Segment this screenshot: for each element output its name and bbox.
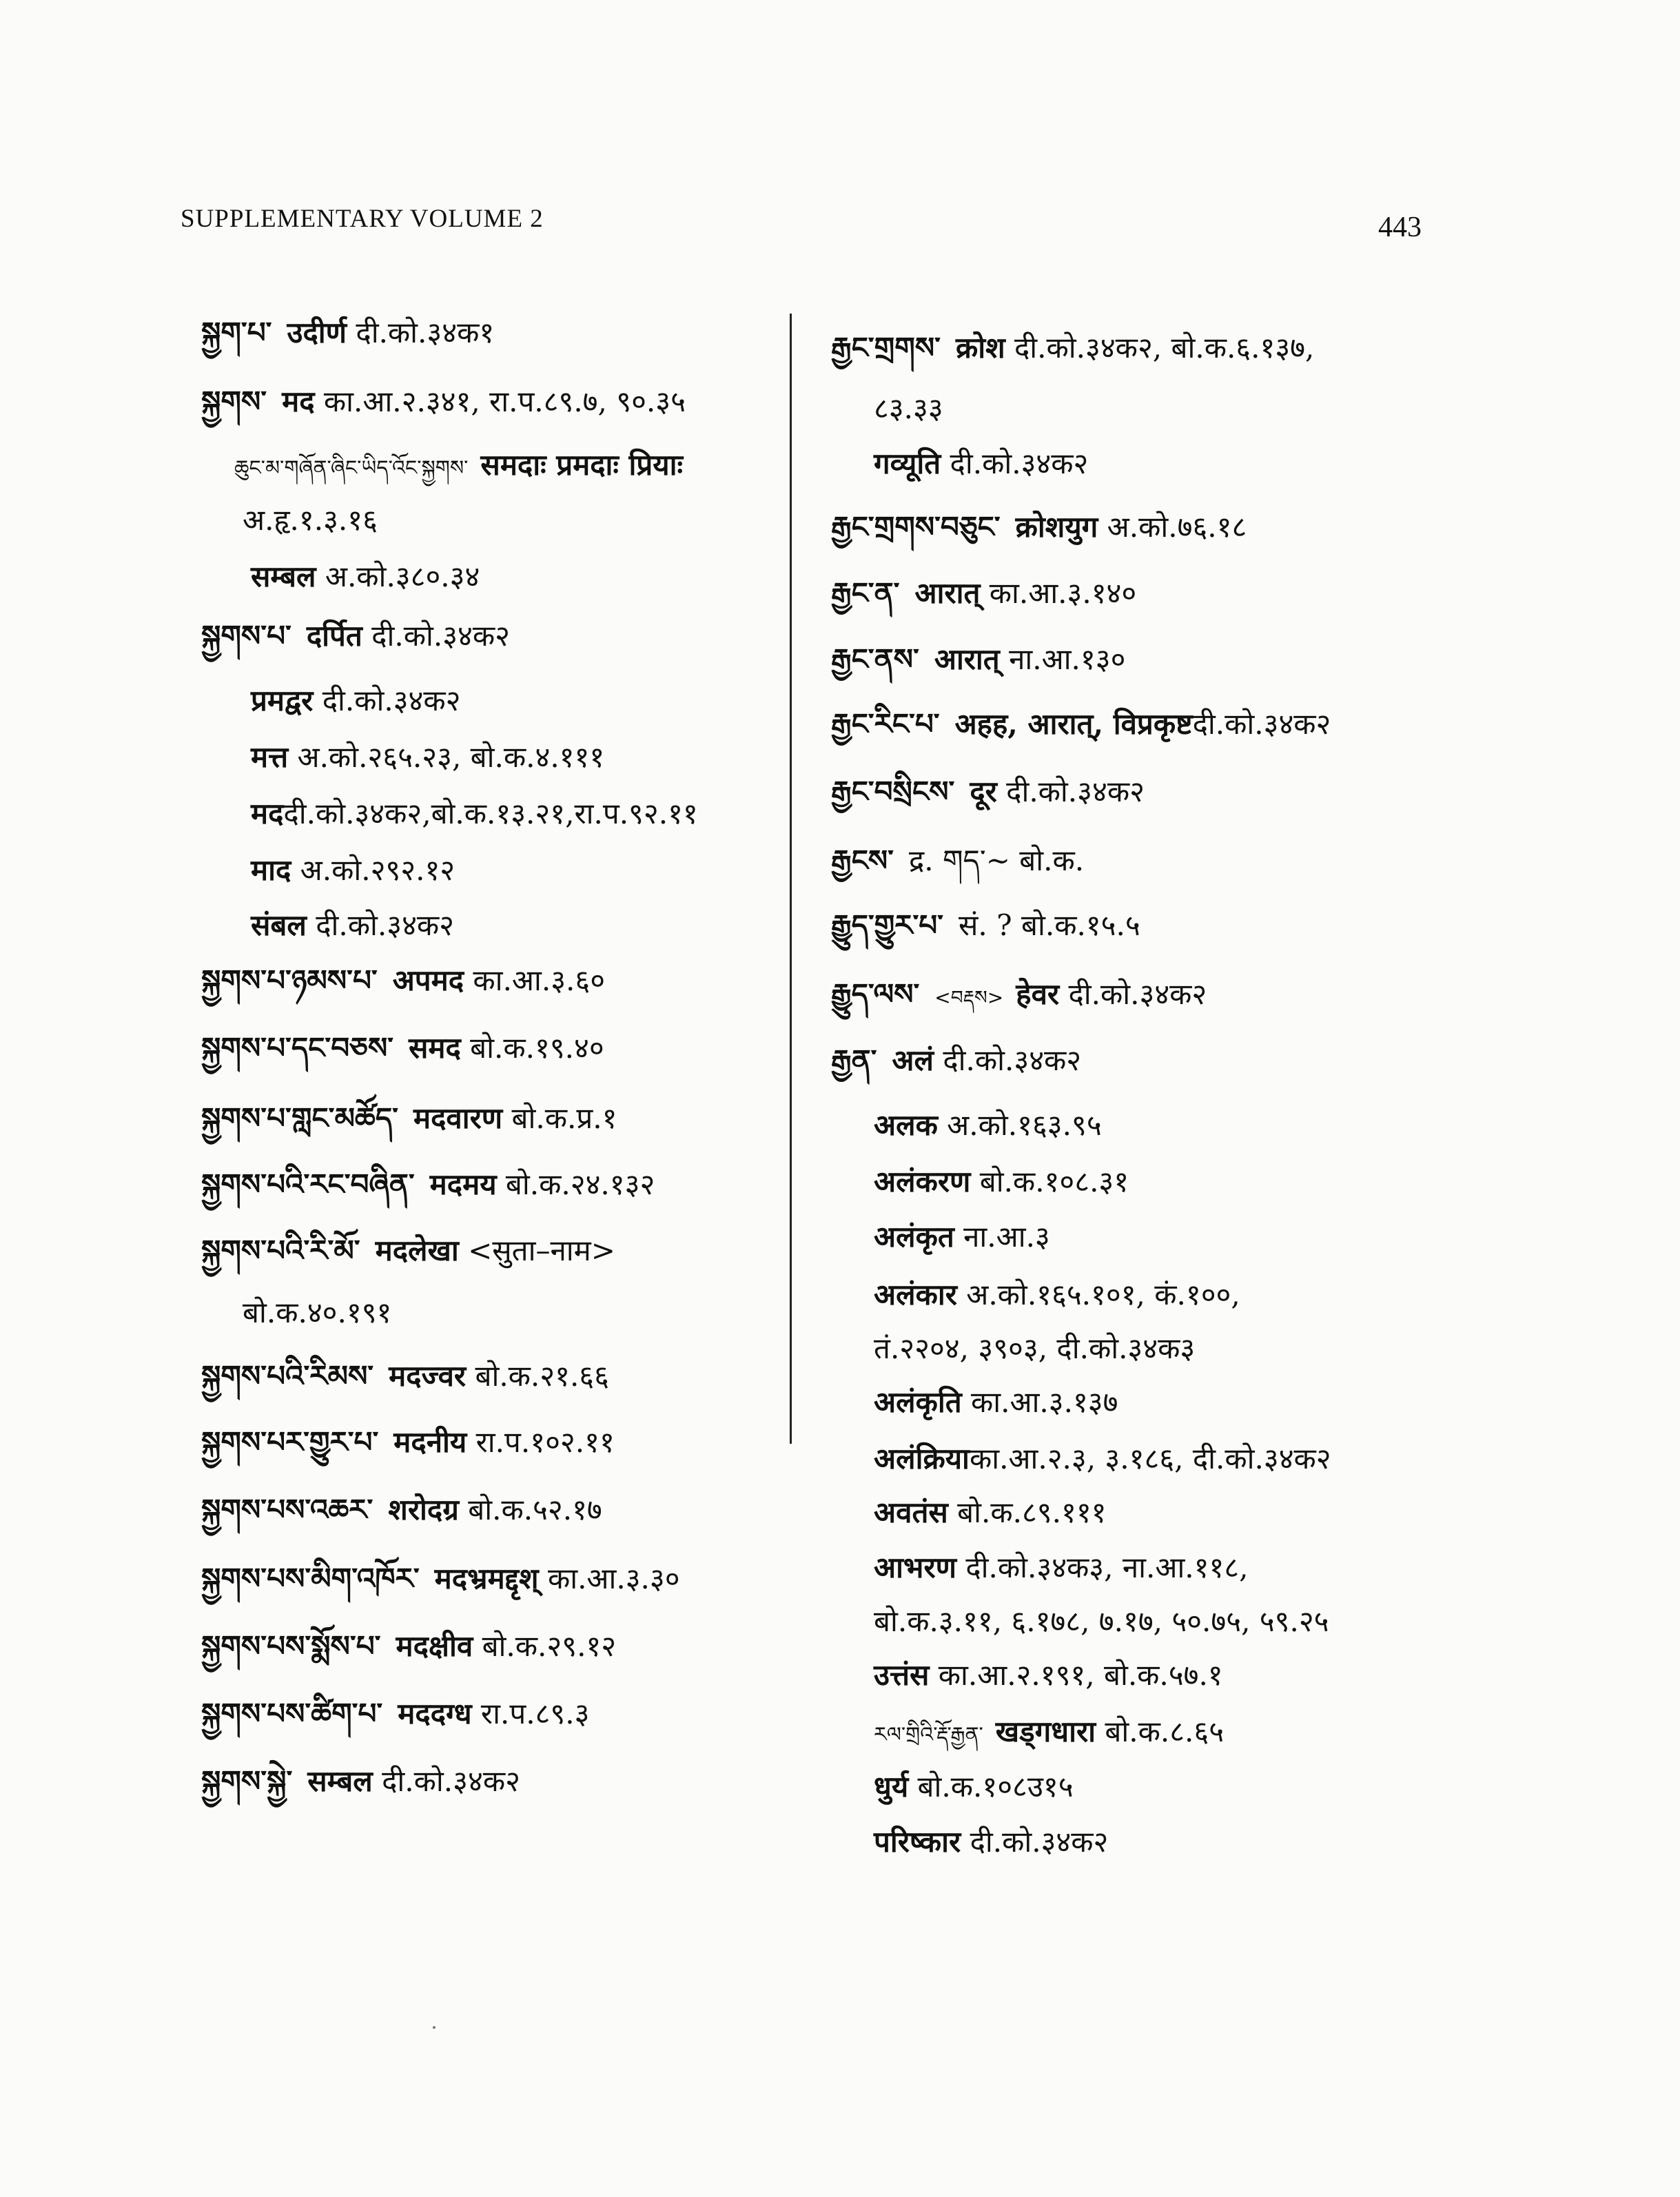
source-reference: का.आ.३.३० — [538, 1562, 680, 1595]
tibetan-headword: རྒྱང་གྲགས་བཅུང་ — [831, 510, 1001, 544]
right-entry-row — [874, 1770, 1074, 1804]
source-reference: दी.को.३४क२ — [961, 1825, 1109, 1859]
sanskrit-equivalent: अलक — [874, 1108, 938, 1142]
tibetan-headword: རལ་གྲིའི་རྡོ་རྒྱན་ — [874, 1723, 983, 1747]
right-entry-row — [831, 908, 1140, 943]
tibetan-headword: སྐྱགས་པས་སྨོས་པ་ — [201, 1629, 381, 1663]
context-note: <བརྡས> — [934, 986, 1004, 1009]
left-entry-row — [201, 1425, 615, 1460]
source-reference: का.आ.३.१४० — [980, 576, 1137, 610]
sanskrit-equivalent: आभरण — [874, 1551, 956, 1584]
right-entry-row — [831, 775, 1145, 809]
sanskrit-equivalent: क्रोशयुग — [1015, 510, 1098, 544]
sanskrit-equivalent: मदनीय — [393, 1425, 467, 1459]
right-entry-row — [874, 1278, 1240, 1312]
right-entry-row — [874, 1165, 1129, 1199]
sanskrit-equivalent: अलंकरण — [874, 1165, 971, 1198]
source-reference: बो.क.१०८.३१ — [970, 1165, 1129, 1198]
right-entry-row — [831, 576, 1136, 611]
left-entry-row — [201, 1697, 589, 1731]
tibetan-headword: སྐྱགས་ — [201, 385, 267, 418]
right-entry-row — [831, 331, 1314, 365]
source-reference: ८३.३३ — [874, 391, 943, 425]
left-entry-row — [243, 503, 378, 538]
source-reference: का.आ.३.६० — [464, 963, 606, 997]
source-reference: बो.क.४०.१९१ — [243, 1296, 392, 1329]
source-reference: अ.को.२९२.१२ — [291, 853, 455, 887]
running-header-title: SUPPLEMENTARY VOLUME 2 — [181, 205, 544, 233]
tibetan-headword: སྐྱགས་པ་ — [201, 619, 291, 653]
left-entry-row — [201, 1101, 617, 1136]
left-entry-row — [201, 1493, 602, 1527]
source-reference: तं.२२०४, ३९०३, दी.को.३४क३ — [874, 1331, 1196, 1365]
tibetan-headword: སྐྱགས་པ་གླང་མཚོད་ — [201, 1101, 398, 1135]
tibetan-headword: རྒྱང་བསྲིངས་ — [831, 775, 955, 808]
speck-mark — [433, 2026, 436, 2029]
source-reference: रा.प.८९.३ — [471, 1697, 590, 1730]
right-entry-row — [874, 1385, 1118, 1420]
sanskrit-equivalent: सम्बल — [251, 560, 316, 593]
right-entry-row — [874, 1715, 1224, 1749]
right-entry-row — [831, 1043, 1081, 1078]
sanskrit-equivalent: समदाः प्रमदाः प्रियाः — [480, 448, 684, 482]
source-reference: का.आ.२.१९१, बो.क.५७.१ — [929, 1658, 1223, 1692]
tibetan-headword: སྐྱགས་སྐྱེ་ — [201, 1764, 293, 1798]
left-entry-row — [201, 1764, 520, 1799]
source-reference: अ.को.१६५.१०१, कं.१००, — [956, 1278, 1240, 1311]
left-entry-row — [251, 797, 698, 831]
left-entry-row — [251, 740, 604, 775]
left-entry-row — [243, 1296, 391, 1330]
source-reference: दी.को.३४क३, ना.आ.११८, — [956, 1551, 1249, 1584]
sanskrit-equivalent: समद — [409, 1031, 461, 1065]
right-entry-row — [831, 707, 1331, 742]
source-reference: अ.हृ.१.३.१६ — [243, 503, 378, 537]
source-reference: बो.क.२९.१२ — [473, 1629, 617, 1663]
left-entry-row — [201, 1234, 615, 1268]
source-reference: बो.क.८.६५ — [1096, 1715, 1225, 1748]
right-entry-row — [874, 391, 943, 426]
tibetan-headword: རྒྱངས་ — [831, 844, 894, 877]
left-entry-row — [201, 1629, 616, 1664]
left-entry-row — [251, 684, 461, 718]
tibetan-headword: སྐྱགས་པ་དང་བཅས་ — [201, 1031, 394, 1065]
source-reference: दी.को.३४क२ — [996, 775, 1145, 808]
source-reference: दी.को.३४क२ — [933, 1043, 1082, 1077]
left-entry-row — [201, 619, 510, 653]
right-entry-row — [874, 1220, 1050, 1254]
source-reference: <सुता–नाम> — [458, 1234, 615, 1267]
column-divider — [790, 314, 792, 1444]
sanskrit-equivalent: अलंकार — [874, 1278, 957, 1311]
source-reference: दी.को.३४क२, बो.क.६.१३७, — [1005, 331, 1315, 365]
sanskrit-equivalent: क्रोश — [955, 331, 1005, 365]
source-reference: बो.क.२१.६६ — [466, 1359, 609, 1393]
sanskrit-equivalent: उत्तंस — [874, 1658, 930, 1692]
source-reference: सं. ? बो.क.१५.५ — [959, 908, 1140, 942]
tibetan-headword: རྒྱང་གྲགས་ — [831, 331, 941, 365]
right-entry-row — [874, 1825, 1108, 1859]
tibetan-headword: སྐྱགས་པའི་རང་བཞིན་ — [201, 1167, 415, 1201]
sanskrit-equivalent: मद — [251, 797, 284, 830]
source-reference: अ.को.१६३.९५ — [937, 1108, 1102, 1142]
tibetan-headword: རྒྱན་ — [831, 1043, 877, 1077]
page-number: 443 — [1378, 212, 1422, 243]
source-reference: बो.क.प्र.१ — [502, 1101, 617, 1135]
sanskrit-equivalent: मदमय — [429, 1167, 497, 1201]
sanskrit-equivalent: उदीर्ण — [287, 316, 347, 349]
source-reference: बो.क.१९.४० — [460, 1031, 604, 1065]
sanskrit-equivalent: माद — [251, 853, 291, 887]
left-entry-row — [201, 385, 686, 419]
source-reference: का.आ.२.३, ३.१८६, दी.को.३४क२ — [969, 1442, 1331, 1475]
sanskrit-equivalent: सम्बल — [307, 1764, 373, 1798]
right-entry-row — [831, 510, 1247, 544]
sanskrit-equivalent: अलंकृत — [874, 1220, 954, 1254]
source-reference: दी.को.३४क२ — [362, 619, 510, 653]
sanskrit-equivalent: शरोदग्र — [388, 1493, 459, 1526]
sanskrit-equivalent: अपमद — [392, 963, 464, 997]
source-reference: का.आ.३.१३७ — [961, 1385, 1118, 1419]
sanskrit-equivalent: मदवारण — [413, 1101, 503, 1135]
source-reference: का.आ.२.३४१, रा.प.८९.७, ९०.३५ — [314, 385, 686, 418]
source-reference: अ.को.२६५.२३, बो.क.४.१११ — [288, 740, 605, 774]
right-entry-row — [831, 642, 1125, 677]
left-entry-row — [251, 908, 454, 943]
sanskrit-equivalent: संबल — [251, 908, 307, 942]
source-reference: बो.क.२४.१३२ — [496, 1167, 655, 1201]
left-entry-row — [201, 1167, 655, 1202]
right-entry-row — [874, 1108, 1102, 1143]
source-reference: बो.क.१०८उ१५ — [908, 1770, 1074, 1803]
left-entry-row — [201, 1562, 680, 1596]
source-reference: दी.को.३४क२ — [313, 684, 461, 717]
tibetan-headword: རྒྱང་ན་ — [831, 576, 900, 610]
sanskrit-equivalent: मदलेखा — [375, 1234, 459, 1267]
sanskrit-equivalent: अलंकृति — [874, 1385, 962, 1419]
source-reference: ना.आ.१३० — [999, 642, 1126, 676]
right-entry-row — [874, 1551, 1249, 1585]
right-entry-row — [831, 844, 1084, 878]
sanskrit-equivalent: मददग्ध — [398, 1697, 472, 1730]
source-reference: बो.क.८९.१११ — [947, 1495, 1107, 1529]
source-reference: द्र. གད་~ बो.क. — [908, 844, 1085, 877]
sanskrit-equivalent: मदभ्रमद्दृश् — [434, 1562, 539, 1595]
source-reference: दी.को.३४क२ — [1192, 707, 1331, 741]
right-entry-row — [831, 977, 1207, 1012]
source-reference: दी.को.३४क२,बो.क.१३.२१,रा.प.९२.११ — [283, 797, 698, 830]
tibetan-headword: སྐྱགས་པར་གྱུར་པ་ — [201, 1425, 379, 1459]
source-reference: दी.को.३४क२ — [306, 908, 455, 942]
left-entry-row — [201, 963, 605, 998]
source-reference: रा.प.१०२.११ — [467, 1425, 615, 1459]
right-entry-row — [874, 1604, 1329, 1639]
source-reference: बो.क.५२.१७ — [458, 1493, 602, 1526]
sanskrit-equivalent: अलंक्रिया — [874, 1442, 970, 1475]
tibetan-headword: སྐྱག་པ་ — [201, 316, 272, 349]
tibetan-headword: སྐྱགས་པས་མིག་འཁོར་ — [201, 1562, 420, 1595]
sanskrit-equivalent: हेवर — [1016, 977, 1060, 1011]
sanskrit-equivalent: मदज्वर — [389, 1359, 467, 1393]
source-reference: बो.क.३.११, ६.१७८, ७.१७, ५०.७५, ५९.२५ — [874, 1604, 1329, 1638]
sanskrit-equivalent: अहह, आरात्, विप्रकृष्ट — [954, 707, 1193, 741]
left-entry-row — [201, 1031, 604, 1065]
sanskrit-equivalent: प्रमद्वर — [251, 684, 314, 717]
source-reference: ना.आ.३ — [954, 1220, 1050, 1254]
tibetan-headword: སྐྱགས་པའི་རིམས་ — [201, 1359, 374, 1393]
tibetan-headword: སྐྱགས་པའི་རི་མོ་ — [201, 1234, 360, 1267]
left-entry-row — [251, 853, 455, 888]
tibetan-headword: རྒྱང་རིང་པ་ — [831, 707, 940, 741]
tibetan-headword: རྒྱུད་ལས་ — [831, 977, 920, 1011]
tibetan-headword: སྐྱགས་པས་ཚིག་པ་ — [201, 1697, 383, 1730]
right-entry-row — [874, 1495, 1107, 1530]
sanskrit-equivalent: दूर — [970, 775, 997, 808]
right-entry-row — [874, 447, 1088, 481]
left-entry-row — [201, 316, 494, 350]
sanskrit-equivalent: धुर्य — [874, 1770, 909, 1803]
right-entry-row — [874, 1442, 1331, 1476]
sanskrit-equivalent: मद — [282, 385, 315, 418]
left-entry-row — [234, 448, 683, 482]
left-entry-row — [201, 1359, 609, 1393]
source-reference: अ.को.७६.१८ — [1098, 510, 1247, 544]
sanskrit-equivalent: दर्पित — [306, 619, 362, 653]
sanskrit-equivalent: आरात् — [934, 642, 1000, 676]
tibetan-headword: རྒྱུད་གྱུར་པ་ — [831, 908, 944, 942]
tibetan-headword: རྒྱང་ནས་ — [831, 642, 919, 676]
source-reference: अ.को.३८०.३४ — [316, 560, 480, 593]
source-reference: दी.को.३४क१ — [347, 316, 495, 349]
left-entry-row — [251, 560, 480, 594]
tibetan-headword: ཆུང་མ་གཞོན་ཞིང་ཡིད་འོང་སྐྱགས་ — [234, 456, 469, 480]
sanskrit-equivalent: खड्गधारा — [995, 1715, 1096, 1748]
source-reference: दी.को.३४क२ — [1059, 977, 1207, 1011]
sanskrit-equivalent: परिष्कार — [874, 1825, 961, 1859]
sanskrit-equivalent: मत्त — [251, 740, 289, 774]
right-entry-row — [874, 1331, 1195, 1366]
sanskrit-equivalent: अवतंस — [874, 1495, 948, 1529]
sanskrit-equivalent: मदक्षीव — [396, 1629, 473, 1663]
sanskrit-equivalent: अलं — [892, 1043, 934, 1077]
sanskrit-equivalent: आरात् — [914, 576, 981, 610]
source-reference: दी.को.३४क२ — [372, 1764, 520, 1798]
tibetan-headword: སྐྱགས་པས་འཆར་ — [201, 1493, 373, 1526]
source-reference: दी.को.३४क२ — [941, 447, 1089, 480]
tibetan-headword: སྐྱགས་པ་ཉམས་པ་ — [201, 963, 378, 997]
right-entry-row — [874, 1658, 1223, 1693]
sanskrit-equivalent: गव्यूति — [874, 447, 941, 480]
